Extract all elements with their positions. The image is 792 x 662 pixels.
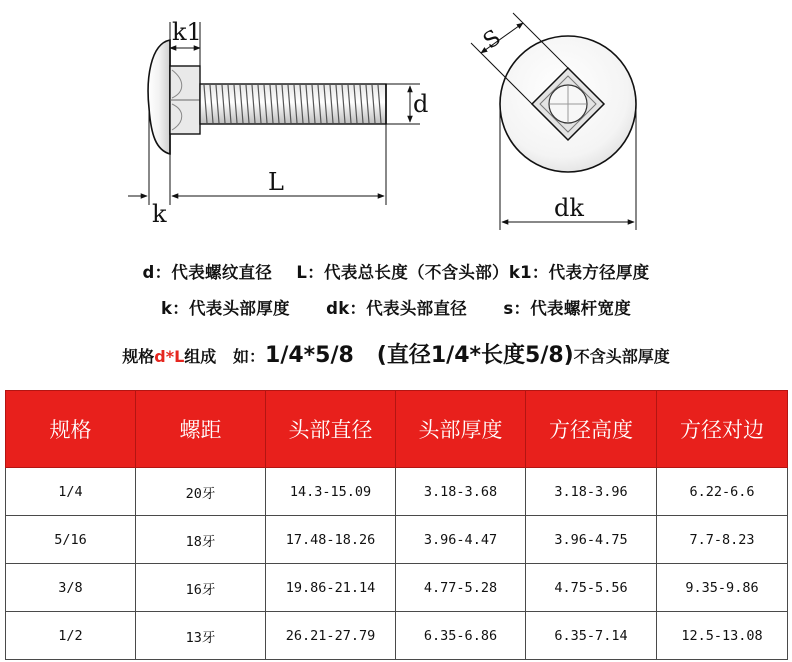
formula-prefix: 规格: [122, 347, 155, 366]
formula-note: 不含头部厚度: [573, 347, 670, 366]
header-head-thickness: 头部厚度: [396, 391, 526, 468]
header-square-width: 方径对边: [657, 391, 788, 468]
label-d: d: [413, 90, 429, 118]
table-cell: 4.77-5.28: [396, 564, 526, 612]
header-square-height: 方径高度: [526, 391, 657, 468]
table-row: [6, 468, 788, 516]
table-cell: 4.75-5.56: [526, 564, 657, 612]
table-cell: 20牙: [136, 468, 266, 516]
table-cell: 9.35-9.86: [657, 564, 788, 612]
table-cell: 5/16: [6, 516, 136, 564]
table-header-row: [6, 391, 788, 468]
table-cell: 19.86-21.14: [266, 564, 396, 612]
spec-formula: [0, 338, 792, 369]
table-cell: 6.35-7.14: [526, 612, 657, 660]
table-row: [6, 516, 788, 564]
formula-example: 1/4*5/8 (直径1/4*长度5/8): [265, 343, 574, 368]
table-cell: 12.5-13.08: [657, 612, 788, 660]
table-cell: 1/4: [6, 468, 136, 516]
table-cell: 7.7-8.23: [657, 516, 788, 564]
table-cell: 6.22-6.6: [657, 468, 788, 516]
table-cell: 3.18-3.96: [526, 468, 657, 516]
table-cell: 6.35-6.86: [396, 612, 526, 660]
formula-dl: d*L: [154, 347, 185, 366]
label-L: L: [268, 168, 284, 196]
table-row: [6, 564, 788, 612]
table-cell: 18牙: [136, 516, 266, 564]
table-cell: 13牙: [136, 612, 266, 660]
legend-line-1: d：代表螺纹直径 L：代表总长度（不含头部）k1：代表方径厚度: [142, 263, 650, 282]
table-cell: 26.21-27.79: [266, 612, 396, 660]
carriage-bolt-diagram: [0, 0, 792, 250]
bolt-top-view: [500, 36, 636, 172]
label-k: k: [152, 200, 167, 228]
table-cell: 3.96-4.47: [396, 516, 526, 564]
label-S: S: [478, 25, 506, 55]
bolt-side-view: [148, 40, 386, 154]
header-head-diameter: 头部直径: [266, 391, 396, 468]
label-dk: dk: [554, 194, 584, 222]
table-cell: 3/8: [6, 564, 136, 612]
table-cell: 1/2: [6, 612, 136, 660]
formula-suffix: 组成 如：: [184, 347, 266, 366]
spec-table: [5, 390, 788, 660]
label-k1: k1: [172, 18, 202, 46]
table-cell: 3.96-4.75: [526, 516, 657, 564]
header-pitch: 螺距: [136, 391, 266, 468]
table-cell: 14.3-15.09: [266, 468, 396, 516]
table-cell: 3.18-3.68: [396, 468, 526, 516]
header-spec: 规格: [6, 391, 136, 468]
table-row: [6, 612, 788, 660]
table-cell: 17.48-18.26: [266, 516, 396, 564]
legend-line-2: k：代表头部厚度 dk：代表头部直径 s：代表螺杆宽度: [160, 299, 632, 318]
bolt-head: [148, 40, 170, 154]
table-cell: 16牙: [136, 564, 266, 612]
